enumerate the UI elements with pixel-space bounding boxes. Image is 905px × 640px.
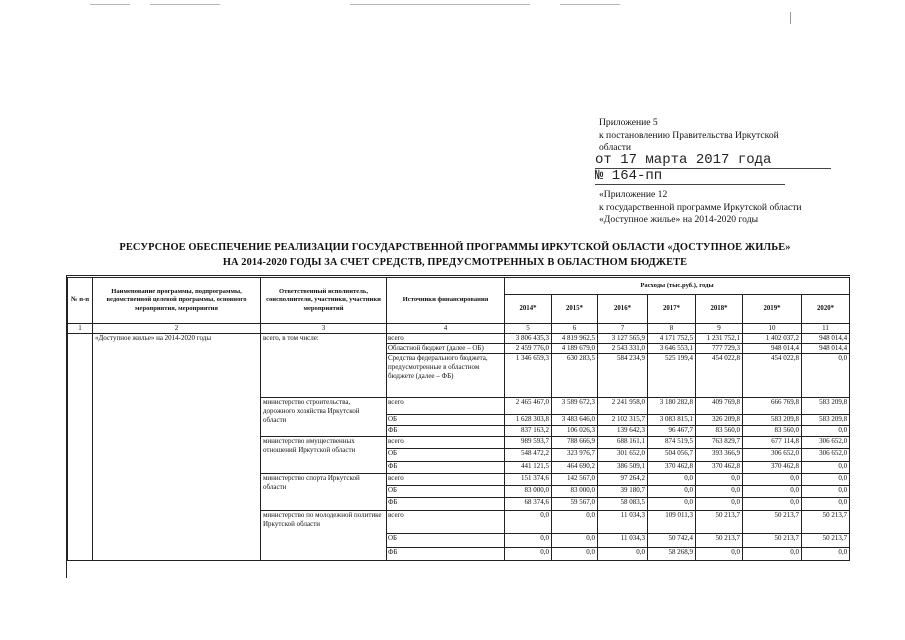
value-cell: 948 014,4	[802, 344, 850, 354]
value-cell: 1 346 659,3	[505, 354, 552, 398]
scan-artifact-tick	[790, 12, 791, 24]
value-cell: 370 462,8	[696, 462, 743, 474]
value-cell: 0,0	[648, 474, 696, 486]
value-cell: 0,0	[802, 354, 850, 398]
col-header-executor: Ответственный исполнитель, соисполнители, участники, участники мероприятий	[261, 278, 387, 324]
value-cell: 948 014,4	[743, 344, 802, 354]
value-cell: 0,0	[802, 486, 850, 498]
source-cell: всего	[387, 398, 505, 415]
year-header: 2017*	[648, 295, 696, 324]
value-cell: 50 213,7	[743, 534, 802, 548]
annex-line: к государственной программе Иркутской области	[599, 201, 802, 213]
value-cell: 0,0	[648, 486, 696, 498]
value-cell: 306 652,0	[802, 449, 850, 462]
value-cell: 874 519,5	[648, 437, 696, 449]
value-cell: 2 543 331,0	[598, 344, 648, 354]
source-cell: ФБ	[387, 548, 505, 561]
value-cell: 139 642,3	[598, 426, 648, 437]
value-cell: 3 589 672,3	[552, 398, 598, 415]
column-number: 10	[743, 324, 802, 334]
value-cell: 0,0	[696, 474, 743, 486]
value-cell: 464 690,2	[552, 462, 598, 474]
value-cell: 151 374,6	[505, 474, 552, 486]
value-cell: 0,0	[696, 498, 743, 511]
value-cell: 777 729,3	[696, 344, 743, 354]
value-cell: 666 769,8	[743, 398, 802, 415]
value-cell: 948 014,4	[802, 334, 850, 344]
value-cell: 1 231 752,1	[696, 334, 743, 344]
column-number: 3	[261, 324, 387, 334]
value-cell: 630 283,5	[552, 354, 598, 398]
executor-cell: министерство по молодежной политике Иркутской области	[261, 511, 387, 561]
value-cell: 584 234,9	[598, 354, 648, 398]
value-cell: 788 666,9	[552, 437, 598, 449]
value-cell: 0,0	[552, 548, 598, 561]
year-header: 2020*	[802, 295, 850, 324]
value-cell: 3 483 646,0	[552, 415, 598, 426]
value-cell: 323 976,7	[552, 449, 598, 462]
value-cell: 3 806 435,3	[505, 334, 552, 344]
value-cell: 504 056,7	[648, 449, 696, 462]
value-cell: 3 127 565,9	[598, 334, 648, 344]
scan-artifact-line	[150, 4, 220, 5]
value-cell: 2 459 776,0	[505, 344, 552, 354]
value-cell: 454 022,8	[743, 354, 802, 398]
source-cell: всего	[387, 437, 505, 449]
value-cell: 109 011,3	[648, 511, 696, 534]
source-cell: ОБ	[387, 449, 505, 462]
column-number: 9	[696, 324, 743, 334]
source-cell: ОБ	[387, 486, 505, 498]
value-cell: 370 462,8	[743, 462, 802, 474]
value-cell: 0,0	[802, 498, 850, 511]
value-cell: 393 366,9	[696, 449, 743, 462]
executor-cell: министерство имущественных отношений Иркутской области	[261, 437, 387, 474]
value-cell: 50 213,7	[696, 534, 743, 548]
annex-line: «Доступное жилье» на 2014-2020 годы	[599, 214, 759, 225]
value-cell: 0,0	[696, 486, 743, 498]
program-name-cell: «Доступное жилье» на 2014-2020 годы	[93, 334, 261, 561]
value-cell: 106 026,3	[552, 426, 598, 437]
value-cell: 0,0	[598, 548, 648, 561]
source-cell: всего	[387, 334, 505, 344]
resource-table	[67, 277, 850, 561]
value-cell: 0,0	[743, 486, 802, 498]
source-cell: ФБ	[387, 462, 505, 474]
year-header: 2016*	[598, 295, 648, 324]
value-cell: 4 171 752,5	[648, 334, 696, 344]
col-header-num: № п-п	[68, 278, 93, 324]
value-cell: 1 402 037,2	[743, 334, 802, 344]
executor-cell: министерство строительства, дорожного хозяйства Иркутской области	[261, 398, 387, 437]
value-cell: 58 268,9	[648, 548, 696, 561]
value-cell: 11 034,3	[598, 534, 648, 548]
value-cell: 68 374,6	[505, 498, 552, 511]
column-number: 8	[648, 324, 696, 334]
value-cell: 0,0	[802, 462, 850, 474]
value-cell: 39 180,7	[598, 486, 648, 498]
title-line: РЕСУРСНОЕ ОБЕСПЕЧЕНИЕ РЕАЛИЗАЦИИ ГОСУДАРСТВЕННОЙ ПРОГРАММЫ ИРКУТСКОЙ ОБЛАСТИ «ДОСТУПНОЕ ЖИЛЬЕ»	[119, 242, 791, 253]
order-date: от 17 марта 2017 года	[595, 152, 831, 169]
year-header: 2014*	[505, 295, 552, 324]
value-cell: 454 022,8	[696, 354, 743, 398]
value-cell: 83 000,0	[552, 486, 598, 498]
value-cell: 50 213,7	[802, 534, 850, 548]
value-cell: 4 819 962,5	[552, 334, 598, 344]
value-cell: 50 213,7	[802, 511, 850, 534]
scan-artifact-line	[90, 4, 130, 5]
table-body	[68, 334, 850, 561]
column-number: 7	[598, 324, 648, 334]
value-cell: 441 121,5	[505, 462, 552, 474]
annex-line: области	[599, 142, 632, 153]
value-cell: 97 264,2	[598, 474, 648, 486]
value-cell: 2 241 958,0	[598, 398, 648, 415]
value-cell: 83 000,0	[505, 486, 552, 498]
column-number: 5	[505, 324, 552, 334]
value-cell: 583 209,8	[802, 415, 850, 426]
value-cell: 0,0	[552, 511, 598, 534]
row-number-cell	[68, 334, 93, 561]
value-cell: 96 467,7	[648, 426, 696, 437]
value-cell: 837 163,2	[505, 426, 552, 437]
value-cell: 0,0	[648, 498, 696, 511]
value-cell: 0,0	[743, 474, 802, 486]
column-number: 4	[387, 324, 505, 334]
executor-cell: министерство спорта Иркутской области	[261, 474, 387, 511]
value-cell: 83 560,0	[696, 426, 743, 437]
value-cell: 0,0	[743, 498, 802, 511]
value-cell: 0,0	[802, 426, 850, 437]
value-cell: 4 189 679,0	[552, 344, 598, 354]
source-cell: ФБ	[387, 498, 505, 511]
value-cell: 301 652,0	[598, 449, 648, 462]
column-number: 6	[552, 324, 598, 334]
value-cell: 688 161,1	[598, 437, 648, 449]
col-header-source: Источники финансирования	[387, 278, 505, 324]
value-cell: 677 114,8	[743, 437, 802, 449]
document-title	[60, 240, 850, 270]
order-number: № 164-пп	[595, 168, 785, 185]
col-header-name: Наименование программы, подпрограммы, ведомственной целевой программы, основного мероприятия, мероприятия	[93, 278, 261, 324]
value-cell: 3 180 282,8	[648, 398, 696, 415]
value-cell: 0,0	[743, 548, 802, 561]
source-cell: ФБ	[387, 426, 505, 437]
column-number: 11	[802, 324, 850, 334]
source-cell: ОБ	[387, 534, 505, 548]
value-cell: 763 829,7	[696, 437, 743, 449]
program-annex-header	[599, 189, 859, 227]
value-cell: 0,0	[505, 534, 552, 548]
value-cell: 0,0	[505, 548, 552, 561]
value-cell: 583 209,8	[802, 398, 850, 415]
executor-cell: всего, в том числе:	[261, 334, 387, 398]
value-cell: 306 652,0	[743, 449, 802, 462]
value-cell: 1 628 303,8	[505, 415, 552, 426]
scan-artifact-line	[350, 4, 530, 5]
value-cell: 0,0	[552, 534, 598, 548]
value-cell: 0,0	[696, 548, 743, 561]
title-line: НА 2014-2020 ГОДЫ ЗА СЧЕТ СРЕДСТВ, ПРЕДУСМОТРЕННЫХ В ОБЛАСТНОМ БЮДЖЕТЕ	[222, 257, 688, 268]
value-cell: 0,0	[505, 511, 552, 534]
year-header: 2015*	[552, 295, 598, 324]
annex-header	[599, 117, 829, 155]
value-cell: 989 593,7	[505, 437, 552, 449]
annex-line: «Приложение 12	[599, 189, 668, 200]
value-cell: 3 646 553,1	[648, 344, 696, 354]
value-cell: 59 567,0	[552, 498, 598, 511]
value-cell: 386 509,1	[598, 462, 648, 474]
value-cell: 58 083,5	[598, 498, 648, 511]
source-cell: всего	[387, 474, 505, 486]
year-header: 2019*	[743, 295, 802, 324]
column-number: 2	[93, 324, 261, 334]
value-cell: 525 199,4	[648, 354, 696, 398]
value-cell: 2 465 467,0	[505, 398, 552, 415]
value-cell: 11 034,3	[598, 511, 648, 534]
value-cell: 306 652,0	[802, 437, 850, 449]
source-cell: ОБ	[387, 415, 505, 426]
value-cell: 0,0	[802, 548, 850, 561]
value-cell: 326 209,8	[696, 415, 743, 426]
annex-line: к постановлению Правительства Иркутской	[599, 129, 779, 141]
source-cell: всего	[387, 511, 505, 534]
table-top-rule	[66, 275, 850, 276]
scan-artifact-line	[560, 4, 620, 5]
annex-line: Приложение 5	[599, 117, 658, 128]
value-cell: 409 769,8	[696, 398, 743, 415]
value-cell: 3 083 815,1	[648, 415, 696, 426]
value-cell: 583 209,8	[743, 415, 802, 426]
value-cell: 83 560,0	[743, 426, 802, 437]
source-cell: Средства федерального бюджета, предусмотренные в областном бюджете (далее – ФБ)	[387, 354, 505, 398]
value-cell: 142 567,0	[552, 474, 598, 486]
value-cell: 50 213,7	[743, 511, 802, 534]
value-cell: 50 213,7	[696, 511, 743, 534]
value-cell: 548 472,2	[505, 449, 552, 462]
year-header: 2018*	[696, 295, 743, 324]
col-header-expenses: Расходы (тыс.руб.), годы	[505, 278, 850, 295]
value-cell: 50 742,4	[648, 534, 696, 548]
value-cell: 2 102 315,7	[598, 415, 648, 426]
value-cell: 370 462,8	[648, 462, 696, 474]
value-cell: 0,0	[802, 474, 850, 486]
column-number: 1	[68, 324, 93, 334]
source-cell: Областной бюджет (далее – ОБ)	[387, 344, 505, 354]
table-row	[68, 334, 850, 344]
